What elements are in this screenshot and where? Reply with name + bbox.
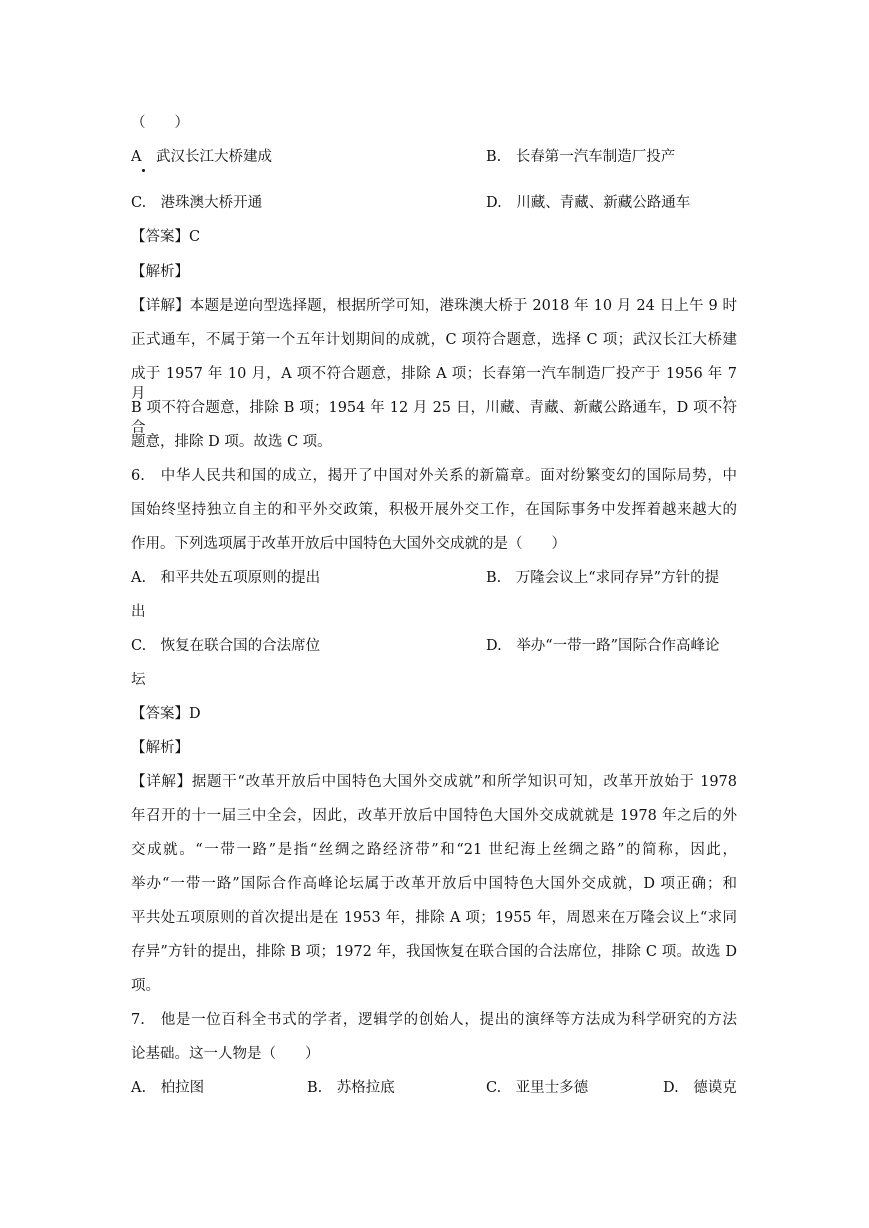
q5-detail-line: B 项不符合题意，排除 B 项；1954 年 12 月 25 日，川藏、青藏、新藏公路通车，D 项不符合: [131, 400, 737, 436]
q6-answer: 【答案】D: [131, 706, 201, 722]
q7-option-a: A. 柏拉图: [131, 1080, 205, 1096]
q5-detail-line: 成于 1957 年 10 月，A 项不符合题意，排除 A 项；长春第一汽车制造厂投产于 1956 年 7 月，: [131, 366, 737, 402]
q7-stem-line: 论基础。这一人物是（ ）: [131, 1046, 320, 1062]
q6-detail-line: 举办“一带一路”国际合作高峰论坛属于改革开放后中国特色大国外交成就，D 项正确；和: [131, 876, 737, 892]
q7-option-d: D. 德谟克: [663, 1080, 737, 1096]
q6-option-b: B. 万隆会议上“求同存异”方针的提: [486, 570, 720, 586]
q6-stem-line: 6. 中华人民共和国的成立，揭开了中国对外关系的新篇章。面对纷繁变幻的国际局势，中: [131, 468, 737, 484]
q6-option-a: A. 和平共处五项原则的提出: [131, 570, 321, 586]
q6-detail-line: 平共处五项原则的首次提出是在 1953 年，排除 A 项；1955 年，周恩来在万隆会议上“求同: [131, 910, 737, 926]
q5-answer: 【答案】C: [131, 229, 201, 245]
q7-option-b: B. 苏格拉底: [307, 1080, 395, 1096]
q5-detail-line: 【详解】本题是逆向型选择题，根据所学可知，港珠澳大桥于 2018 年 10 月 24 日上午 9 时: [131, 298, 737, 314]
q5-analysis-label: 【解析】: [131, 264, 189, 280]
emphasis-dot-icon: [142, 169, 145, 172]
q6-stem-line: 国始终坚持独立自主的和平外交政策，积极开展外交工作，在国际事务中发挥着越来越大的: [131, 502, 737, 518]
q6-option-d-wrap: 坛: [131, 672, 146, 688]
q7-option-c: C. 亚里士多德: [486, 1080, 589, 1096]
q6-option-b-wrap: 出: [131, 604, 146, 620]
q6-detail-line: 【详解】据题干“改革开放后中国特色大国外交成就”和所学知识可知，改革开放始于 1978: [131, 774, 737, 790]
q6-detail-line: 项。: [131, 978, 160, 994]
q5-option-b: B. 长春第一汽车制造厂投产: [486, 149, 676, 165]
q5-stem-tail: （ ）: [131, 115, 189, 131]
q5-option-a: A 武汉长江大桥建成: [131, 149, 272, 165]
q5-detail-line: 正式通车，不属于第一个五年计划期间的成就，C 项符合题意，选择 C 项；武汉长江大桥建: [131, 332, 737, 348]
q7-stem-line: 7. 他是一位百科全书式的学者，逻辑学的创始人，提出的演绎等方法成为科学研究的方法: [131, 1012, 737, 1028]
q6-stem-line: 作用。下列选项属于改革开放后中国特色大国外交成就的是（ ）: [131, 536, 566, 552]
q5-option-d: D. 川藏、青藏、新藏公路通车: [486, 195, 691, 211]
q6-analysis-label: 【解析】: [131, 740, 189, 756]
q6-detail-line: 存异”方针的提出，排除 B 项；1972 年，我国恢复在联合国的合法席位，排除 C 项。故选 D: [131, 944, 737, 960]
q5-option-c: C. 港珠澳大桥开通: [131, 195, 263, 211]
q5-detail-line: 题意，排除 D 项。故选 C 项。: [131, 434, 332, 450]
q6-option-c: C. 恢复在联合国的合法席位: [131, 638, 321, 654]
q6-option-d: D. 举办“一带一路”国际合作高峰论: [486, 638, 720, 654]
q6-detail-line: 年召开的十一届三中全会，因此，改革开放后中国特色大国外交成就就是 1978 年之后的外: [131, 808, 737, 824]
q6-detail-line: 交成就。“一带一路”是指“丝绸之路经济带”和“21 世纪海上丝绸之路”的简称，因此，: [131, 842, 737, 858]
